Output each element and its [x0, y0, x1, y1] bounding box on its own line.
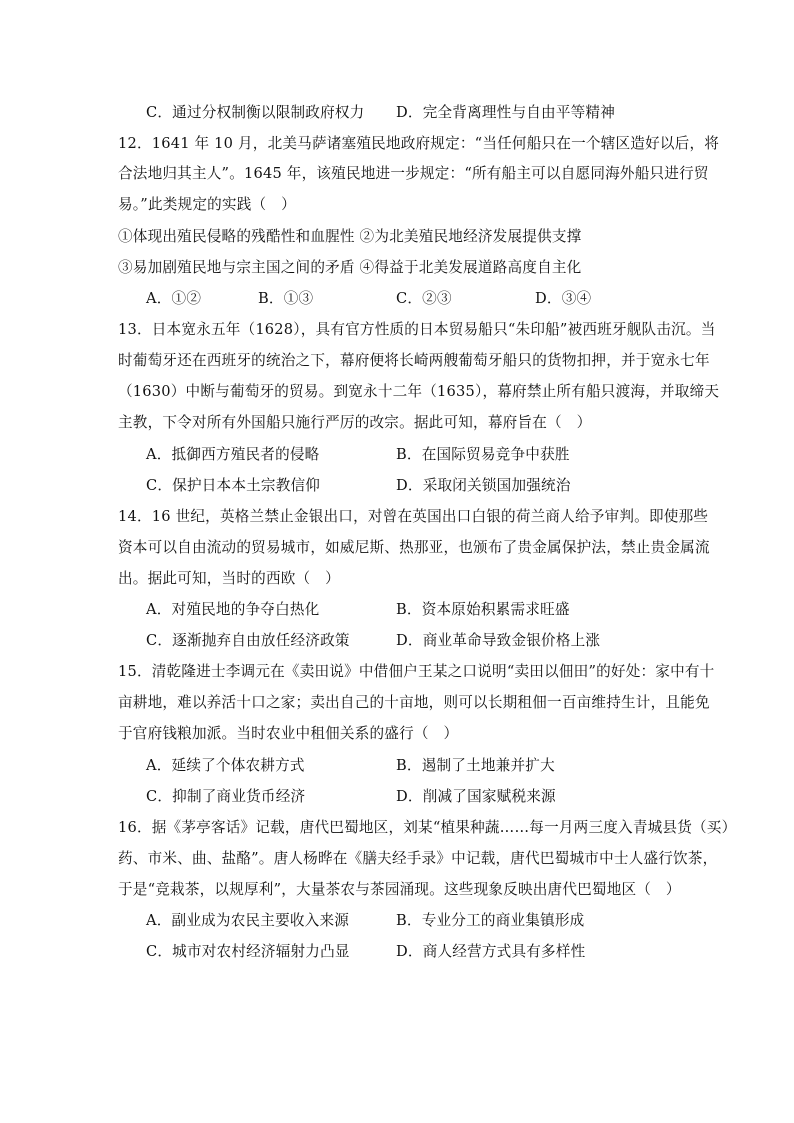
q15-option-d[interactable]: D．削减了国家赋税来源	[396, 788, 556, 805]
q13-option-d[interactable]: D．采取闭关锁国加强统治	[396, 477, 571, 494]
q14-stem-line-3: 出。据此可知，当时的西欧（ ）	[118, 570, 340, 587]
q12-stem-line-2: 合法地归其主人”。1645 年，该殖民地进一步规定：“所有船主可以自愿同海外船只进行贸	[118, 165, 709, 182]
q11-option-c[interactable]: C．通过分权制衡以限制政府权力	[146, 104, 365, 121]
q14-option-d[interactable]: D．商业革命导致金银价格上涨	[396, 632, 601, 649]
q14-option-c[interactable]: C．逐渐抛弃自由放任经济政策	[146, 632, 350, 649]
q14-option-a[interactable]: A．对殖民地的争夺白热化	[146, 601, 320, 618]
q12-stem-line-3: 易。”此类规定的实践（ ）	[118, 196, 296, 213]
q14-stem-line-2: 资本可以自由流动的贸易城市，如威尼斯、热那亚，也颁布了贵金属保护法，禁止贵金属流	[118, 539, 710, 556]
q12-option-a[interactable]: A．①②	[146, 290, 202, 307]
q15-option-b[interactable]: B．遏制了土地兼并扩大	[396, 757, 555, 774]
q13-stem-line-4: 主教，下令对所有外国船只施行严厉的改宗。据此可知，幕府旨在（ ）	[118, 414, 592, 431]
q12-option-b[interactable]: B．①③	[258, 290, 314, 307]
q14-stem-line-1: 14．16 世纪，英格兰禁止金银出口，对曾在英国出口白银的荷兰商人给予审判。即使那些	[118, 508, 709, 525]
q16-option-a[interactable]: A．副业成为农民主要收入来源	[146, 912, 350, 929]
q12-statement-line-1: ①体现出殖民侵略的残酷性和血腥性 ②为北美殖民地经济发展提供支撑	[118, 228, 582, 245]
q16-option-d[interactable]: D．商人经营方式具有多样性	[396, 943, 586, 960]
q12-stem-line-1: 12．1641 年 10 月，北美马萨诸塞殖民地政府规定：“当任何船只在一个辖区造好以后，将	[118, 135, 720, 152]
q13-option-b[interactable]: B．在国际贸易竞争中获胜	[396, 446, 570, 463]
q12-statement-line-2: ③易加剧殖民地与宗主国之间的矛盾 ④得益于北美发展道路高度自主化	[118, 259, 582, 276]
q16-stem-line-1: 16．据《茅亭客话》记载，唐代巴蜀地区，刘某“植果种蔬……每一月两三度入青城县货（买）	[118, 819, 737, 836]
q14-option-b[interactable]: B．资本原始积累需求旺盛	[396, 601, 570, 618]
q13-option-a[interactable]: A．抵御西方殖民者的侵略	[146, 446, 320, 463]
q15-stem-line-1: 15．清乾隆进士李调元在《卖田说》中借佃户王某之口说明“卖田以佃田”的好处：家中有十	[118, 663, 715, 680]
q16-stem-line-2: 药、市米、曲、盐酪”。唐人杨晔在《膳夫经手录》中记载，唐代巴蜀城市中士人盛行饮茶，	[118, 850, 718, 867]
q15-stem-line-2: 亩耕地，难以养活十口之家；卖出自己的十亩地，则可以长期租佃一百亩维持生计，且能免	[118, 694, 710, 711]
q16-option-b[interactable]: B．专业分工的商业集镇形成	[396, 912, 585, 929]
q11-option-d[interactable]: D．完全背离理性与自由平等精神	[396, 104, 616, 121]
q15-stem-line-3: 于官府钱粮加派。当时农业中租佃关系的盛行（ ）	[118, 725, 459, 742]
q15-option-c[interactable]: C．抑制了商业货币经济	[146, 788, 306, 805]
q13-stem-line-3: （1630）中断与葡萄牙的贸易。到宽永十二年（1635），幕府禁止所有船只渡海，并取缔天	[118, 383, 720, 400]
q16-stem-line-3: 于是“竞栽茶，以规厚利”，大量茶农与茶园涌现。这些现象反映出唐代巴蜀地区（ ）	[118, 881, 681, 898]
q16-option-c[interactable]: C．城市对农村经济辐射力凸显	[146, 943, 350, 960]
q12-option-c[interactable]: C．②③	[396, 290, 452, 307]
q12-option-d[interactable]: D．③④	[535, 290, 592, 307]
q13-stem-line-1: 13．日本宽永五年（1628），具有官方性质的日本贸易船只“朱印船”被西班牙舰队击沉。当	[118, 321, 716, 338]
q13-stem-line-2: 时葡萄牙还在西班牙的统治之下，幕府便将长崎两艘葡萄牙船只的货物扣押，并于宽永七年	[118, 352, 710, 369]
q13-option-c[interactable]: C．保护日本本土宗教信仰	[146, 477, 321, 494]
q15-option-a[interactable]: A．延续了个体农耕方式	[146, 757, 305, 774]
